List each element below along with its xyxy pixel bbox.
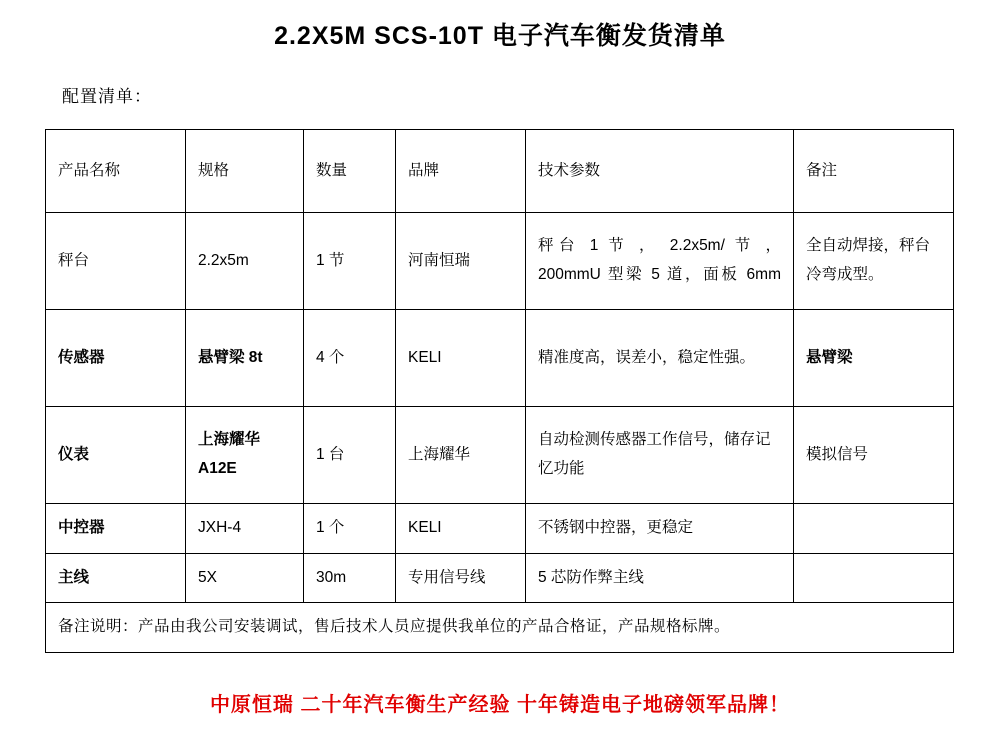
table-row xyxy=(46,310,954,407)
cell-brand: 河南恒瑞 xyxy=(396,213,526,310)
cell-product-name: 传感器 xyxy=(46,310,186,407)
cell-qty: 30m xyxy=(304,553,396,603)
table-footnote-row xyxy=(46,603,954,653)
cell-spec: JXH-4 xyxy=(186,504,304,554)
cell-param: 精准度高，误差小，稳定性强。 xyxy=(526,310,794,407)
cell-spec: 2.2x5m xyxy=(186,213,304,310)
cell-remark xyxy=(794,553,954,603)
document-page xyxy=(0,16,1000,739)
cell-brand: KELI xyxy=(396,310,526,407)
column-header-param: 技术参数 xyxy=(526,130,794,213)
page-title: 2.2X5M SCS-10T 电子汽车衡发货清单 xyxy=(274,22,726,50)
column-header-spec: 规格 xyxy=(186,130,304,213)
cell-param: 自动检测传感器工作信号，储存记忆功能 xyxy=(526,407,794,504)
column-header-name: 产品名称 xyxy=(46,130,186,213)
configuration-list-label: 配置清单： xyxy=(62,87,152,106)
cell-qty: 1 节 xyxy=(304,213,396,310)
column-header-qty: 数量 xyxy=(304,130,396,213)
cell-spec: 上海耀华 A12E xyxy=(186,407,304,504)
column-header-brand: 品牌 xyxy=(396,130,526,213)
cell-qty: 4 个 xyxy=(304,310,396,407)
cell-param: 不锈钢中控器，更稳定 xyxy=(526,504,794,554)
cell-param: 秤台 1 节 ， 2.2x5m/ 节 ， 200mmU 型梁 5 道，面板 6mm xyxy=(526,213,794,310)
cell-remark: 全自动焊接，秤台冷弯成型。 xyxy=(794,213,954,310)
column-header-remark: 备注 xyxy=(794,130,954,213)
cell-qty: 1 台 xyxy=(304,407,396,504)
configuration-table xyxy=(45,129,954,653)
cell-product-name: 秤台 xyxy=(46,213,186,310)
cell-spec: 5X xyxy=(186,553,304,603)
cell-remark: 悬臂梁 xyxy=(794,310,954,407)
cell-spec: 悬臂梁 8t xyxy=(186,310,304,407)
cell-brand: 专用信号线 xyxy=(396,553,526,603)
cell-product-name: 仪表 xyxy=(46,407,186,504)
table-row xyxy=(46,213,954,310)
cell-remark xyxy=(794,504,954,554)
cell-brand: 上海耀华 xyxy=(396,407,526,504)
cell-brand: KELI xyxy=(396,504,526,554)
cell-product-name: 主线 xyxy=(46,553,186,603)
footnote-text: 备注说明：产品由我公司安装调试，售后技术人员应提供我单位的产品合格证，产品规格标牌。 xyxy=(46,603,954,653)
cell-qty: 1 个 xyxy=(304,504,396,554)
cell-remark: 模拟信号 xyxy=(794,407,954,504)
company-slogan: 中原恒瑞 二十年汽车衡生产经验 十年铸造电子地磅领军品牌！ xyxy=(209,694,791,716)
table-row xyxy=(46,504,954,554)
cell-param: 5 芯防作弊主线 xyxy=(526,553,794,603)
cell-product-name: 中控器 xyxy=(46,504,186,554)
table-row xyxy=(46,407,954,504)
table-header-row xyxy=(46,130,954,213)
table-row xyxy=(46,553,954,603)
